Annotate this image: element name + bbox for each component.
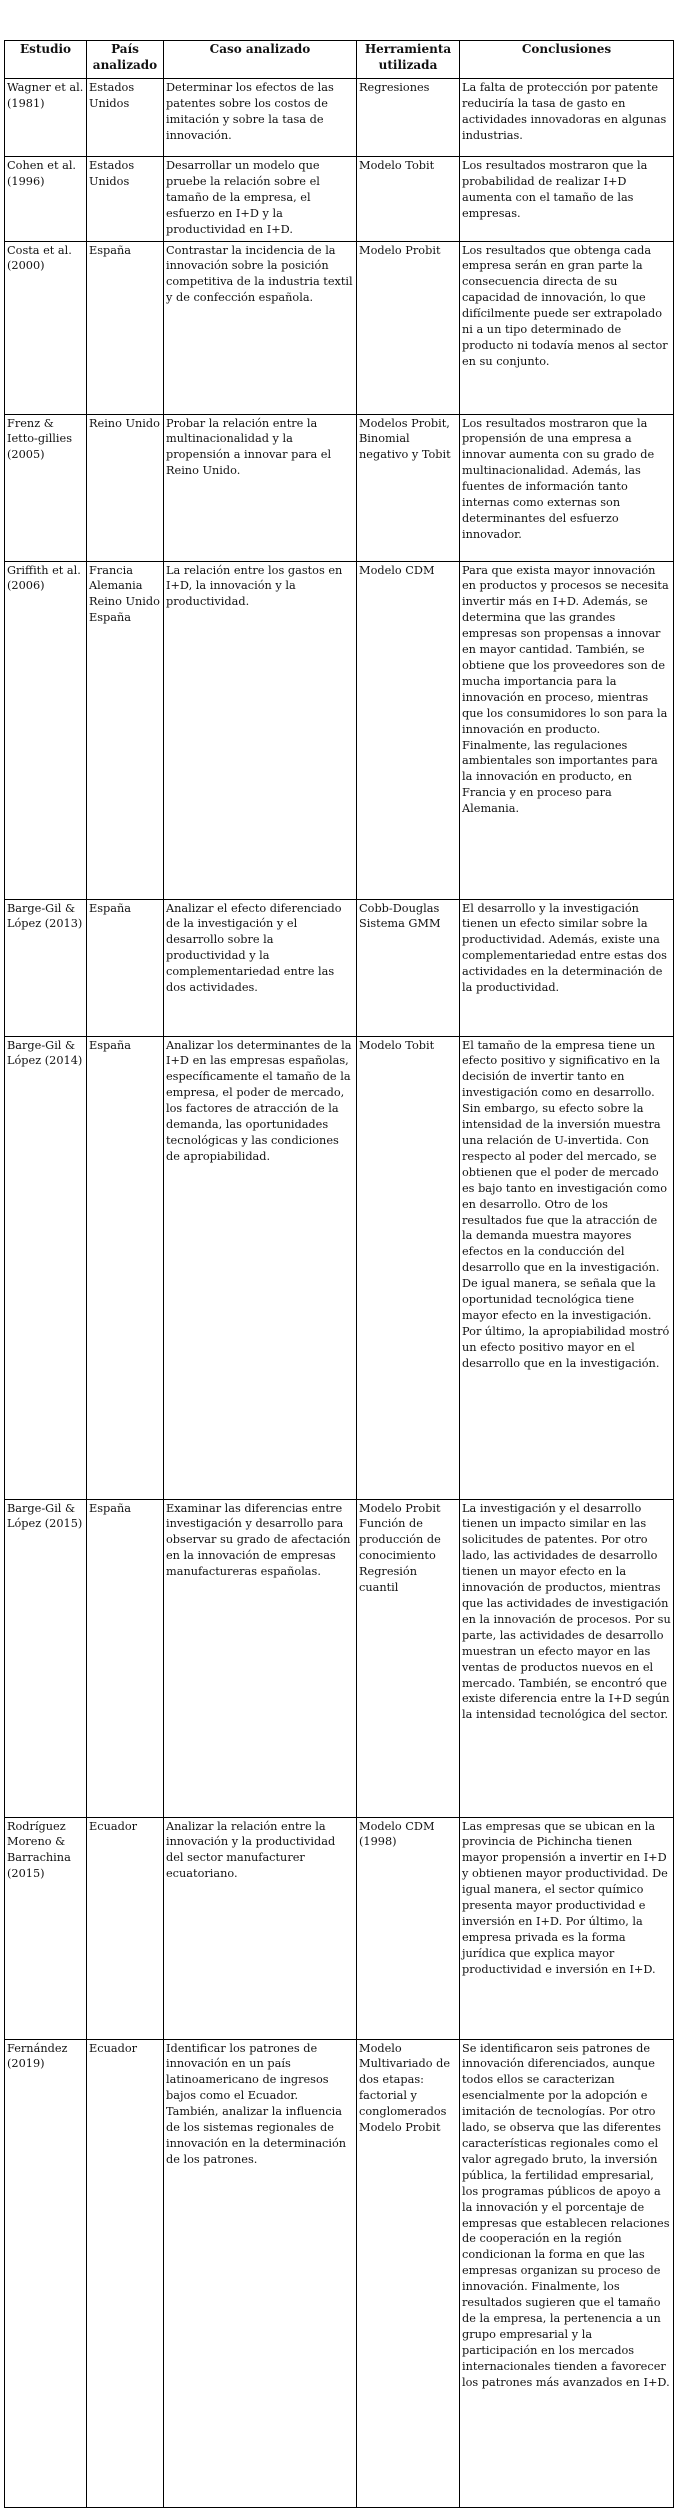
table-row (5, 561, 674, 899)
cell-caso: Desarrollar un modelo que pruebe la relación sobre el tamaño de la empresa, el esfuerzo en I+D y la productividad en I+D. (164, 157, 357, 242)
cell-conclusiones: Los resultados mostraron que la propensión de una empresa a innovar aumenta con su grado de multinacionalidad. Además, las fuentes de información tanto internas como externas son determinantes del esfuerzo innovador. (460, 414, 674, 561)
cell-estudio: Barge-Gil & López (2013) (5, 899, 87, 1036)
cell-pais: Francia Alemania Reino Unido España (87, 561, 164, 899)
cell-herramienta: Modelo Multivariado de dos etapas: factorial y conglomerados Modelo Probit (357, 2039, 460, 2507)
cell-estudio: Costa et al.(2000) (5, 241, 87, 414)
cell-pais: Estados Unidos (87, 79, 164, 157)
table-body (5, 79, 674, 2508)
header-estudio: Estudio (5, 41, 87, 79)
table-header (5, 41, 674, 79)
cell-pais: España (87, 1036, 164, 1499)
cell-conclusiones: La falta de protección por patente reduciría la tasa de gasto en actividades innovadoras en algunas industrias. (460, 79, 674, 157)
cell-pais: España (87, 1499, 164, 1817)
cell-caso: Determinar los efectos de las patentes sobre los costos de imitación y sobre la tasa de innovación. (164, 79, 357, 157)
cell-caso: La relación entre los gastos en I+D, la innovación y la productividad. (164, 561, 357, 899)
header-row (5, 41, 674, 79)
cell-conclusiones: La investigación y el desarrollo tienen un impacto similar en las solicitudes de patentes. Por otro lado, las actividades de desarrollo tienen un mayor efecto en la innovación de productos, mientras que las actividades de investigación en la innovación de procesos. Por su parte, las actividades de desarrollo muestran un efecto mayor en las ventas de productos nuevos en el mercado. También, se encontró que existe diferencia entre la I+D según la intensidad tecnológica del sector. (460, 1499, 674, 1817)
table-row (5, 1036, 674, 1499)
table-row (5, 157, 674, 242)
header-conclusiones: Conclusiones (460, 41, 674, 79)
cell-caso: Identificar los patrones de innovación en un país latinoamericano de ingresos bajos como el Ecuador. También, analizar la influencia de los sistemas regionales de innovación en la determinación de los patrones. (164, 2039, 357, 2507)
cell-conclusiones: Para que exista mayor innovación en productos y procesos se necesita invertir más en I+D. Además, se determina que las grandes empresas son propensas a innovar en mayor cantidad. También, se obtiene que los proveedores son de mucha importancia para la innovación en proceso, mientras que los consumidores lo son para la innovación en producto. Finalmente, las regulaciones ambientales son importantes para la innovación en producto, en Francia y en proceso para Alemania. (460, 561, 674, 899)
table-row (5, 1817, 674, 2039)
cell-herramienta: Modelo Tobit (357, 157, 460, 242)
table-row (5, 2039, 674, 2507)
cell-herramienta: Modelos Probit, Binomial negativo y Tobit (357, 414, 460, 561)
cell-herramienta: Modelo CDM (357, 561, 460, 899)
cell-caso: Analizar el efecto diferenciado de la investigación y el desarrollo sobre la productividad y la complementariedad entre las dos actividades. (164, 899, 357, 1036)
header-caso: Caso analizado (164, 41, 357, 79)
cell-estudio: Barge-Gil & López (2015) (5, 1499, 87, 1817)
cell-estudio: Rodríguez Moreno & Barrachina (2015) (5, 1817, 87, 2039)
header-herramienta: Herramienta utilizada (357, 41, 460, 79)
cell-herramienta: Regresiones (357, 79, 460, 157)
cell-estudio: Griffith et al.(2006) (5, 561, 87, 899)
cell-herramienta: Modelo Probit Función de producción de conocimiento Regresión cuantil (357, 1499, 460, 1817)
cell-caso: Analizar los determinantes de la I+D en las empresas españolas, específicamente el tamaño de la empresa, el poder de mercado, los factores de atracción de la demanda, las oportunidades tecnológicas y las condiciones de apropiabilidad. (164, 1036, 357, 1499)
cell-estudio: Barge-Gil & López (2014) (5, 1036, 87, 1499)
cell-conclusiones: Se identificaron seis patrones de innovación diferenciados, aunque todos ellos se caracterizan esencialmente por la adopción e imitación de tecnologías. Por otro lado, se observa que las diferentes características regionales como el valor agregado bruto, la inversión pública, la fertilidad empresarial, los programas públicos de apoyo a la innovación y el porcentaje de empresas que establecen relaciones de cooperación en la región condicionan la forma en que las empresas organizan su proceso de innovación. Finalmente, los resultados sugieren que el tamaño de la empresa, la pertenencia a un grupo empresarial y la participación en los mercados internacionales tienden a favorecer los patrones más avanzados en I+D. (460, 2039, 674, 2507)
cell-pais: España (87, 899, 164, 1036)
cell-herramienta: Modelo Tobit (357, 1036, 460, 1499)
table-row (5, 241, 674, 414)
cell-conclusiones: Los resultados que obtenga cada empresa serán en gran parte la consecuencia directa de su capacidad de innovación, lo que difícilmente puede ser extrapolado ni a un tipo determinado de producto ni todavía menos al sector en su conjunto. (460, 241, 674, 414)
cell-estudio: Fernández (2019) (5, 2039, 87, 2507)
cell-pais: España (87, 241, 164, 414)
cell-pais: Ecuador (87, 1817, 164, 2039)
literature-review-table (4, 40, 674, 2508)
cell-pais: Estados Unidos (87, 157, 164, 242)
cell-conclusiones: El desarrollo y la investigación tienen un efecto similar sobre la productividad. Además, existe una complementariedad entre estas dos actividades en la determinación de la productividad. (460, 899, 674, 1036)
cell-pais: Ecuador (87, 2039, 164, 2507)
cell-herramienta: Modelo Probit (357, 241, 460, 414)
cell-conclusiones: El tamaño de la empresa tiene un efecto positivo y significativo en la decisión de invertir tanto en investigación como en desarrollo. Sin embargo, su efecto sobre la intensidad de la inversión muestra una relación de U-invertida. Con respecto al poder del mercado, se obtienen que el poder de mercado es bajo tanto en investigación como en desarrollo. Otro de los resultados fue que la atracción de la demanda muestra mayores efectos en la conducción del desarrollo que en la investigación. De igual manera, se señala que la oportunidad tecnológica tiene mayor efecto en la investigación. Por último, la apropiabilidad mostró un efecto positivo mayor en el desarrollo que en la investigación. (460, 1036, 674, 1499)
cell-caso: Analizar la relación entre la innovación y la productividad del sector manufacturer ecuatoriano. (164, 1817, 357, 2039)
cell-herramienta: Cobb-Douglas Sistema GMM (357, 899, 460, 1036)
cell-caso: Examinar las diferencias entre investigación y desarrollo para observar su grado de afectación en la innovación de empresas manufactureras españolas. (164, 1499, 357, 1817)
cell-estudio: Frenz & Ietto-gillies (2005) (5, 414, 87, 561)
cell-conclusiones: Los resultados mostraron que la probabilidad de realizar I+D aumenta con el tamaño de las empresas. (460, 157, 674, 242)
cell-estudio: Cohen et al. (1996) (5, 157, 87, 242)
cell-conclusiones: Las empresas que se ubican en la provincia de Pichincha tienen mayor propensión a invertir en I+D y obtienen mayor productividad. De igual manera, el sector químico presenta mayor productividad e inversión en I+D. Por último, la empresa privada es la forma jurídica que explica mayor productividad e inversión en I+D. (460, 1817, 674, 2039)
cell-pais: Reino Unido (87, 414, 164, 561)
header-pais: País analizado (87, 41, 164, 79)
table-row (5, 1499, 674, 1817)
table-row (5, 414, 674, 561)
cell-caso: Contrastar la incidencia de la innovación sobre la posición competitiva de la industria textil y de confección española. (164, 241, 357, 414)
cell-herramienta: Modelo CDM (1998) (357, 1817, 460, 2039)
table-row (5, 899, 674, 1036)
cell-estudio: Wagner et al. (1981) (5, 79, 87, 157)
table-row (5, 79, 674, 157)
cell-caso: Probar la relación entre la multinacionalidad y la propensión a innovar para el Reino Unido. (164, 414, 357, 561)
